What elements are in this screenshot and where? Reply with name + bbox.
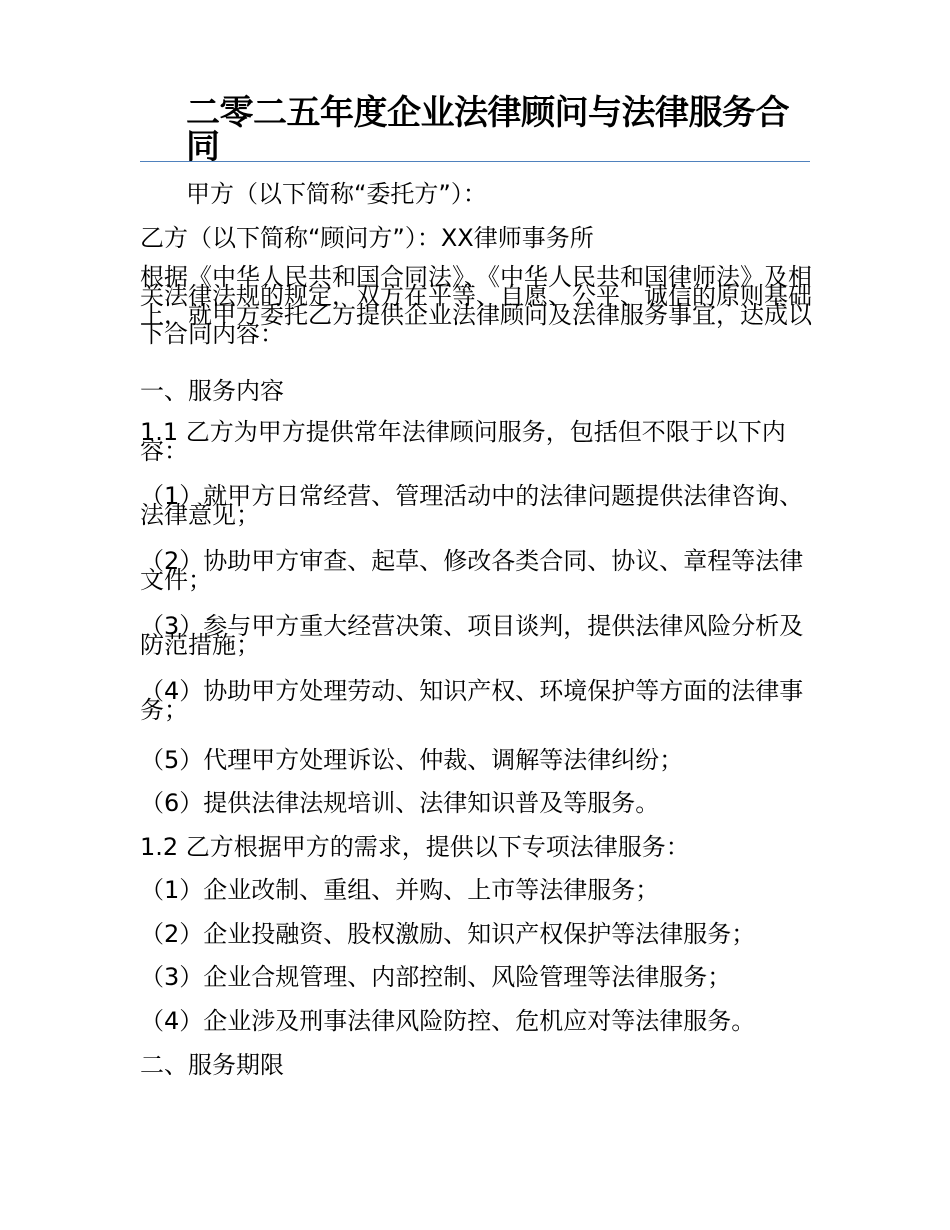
document-title: 二零二五年度企业法律顾问与法律服务合同: [186, 93, 789, 167]
clause-1-1-item: （1）就甲方日常经营、管理活动中的法律问题提供法律咨询、法律意见；: [140, 482, 804, 529]
party-b-line: 乙方（以下简称“顾问方”）：XX律师事务所: [140, 224, 594, 252]
clause-1-1-item: （2）协助甲方审查、起草、修改各类合同、协议、章程等法律文件；: [140, 547, 804, 594]
clause-1-2-item: （3）企业合规管理、内部控制、风险管理等法律服务；: [140, 963, 732, 991]
clause-1-1-item: （4）协助甲方处理劳动、知识产权、环境保护等方面的法律事务；: [140, 677, 804, 724]
preamble-paragraph: 根据《中华人民共和国合同法》、《中华人民共和国律师法》及相关法律法规的规定，双方在平等、自愿、公平、诚信的原则基础上，就甲方委托乙方提供企业法律顾问及法律服务事宜，达成以下合同内容：: [140, 263, 812, 348]
clause-1-2-item: （2）企业投融资、股权激励、知识产权保护等法律服务；: [140, 920, 756, 948]
clause-1-1-item: （3）参与甲方重大经营决策、项目谈判，提供法律风险分析及防范措施；: [140, 612, 804, 659]
party-a-line: 甲方（以下简称“委托方”）：: [186, 180, 487, 208]
clause-1-1: 1.1 乙方为甲方提供常年法律顾问服务，包括但不限于以下内容：: [140, 418, 786, 465]
clause-1-2: 1.2 乙方根据甲方的需求，提供以下专项法律服务：: [140, 833, 690, 861]
clause-1-2-item: （1）企业改制、重组、并购、上市等法律服务；: [140, 876, 660, 904]
title-underline: [140, 161, 810, 162]
clause-1-1-item: （6）提供法律法规培训、法律知识普及等服务。: [140, 789, 660, 817]
section-2-heading: 二、服务期限: [140, 1051, 284, 1079]
section-1-heading: 一、服务内容: [140, 377, 284, 405]
clause-1-2-item: （4）企业涉及刑事法律风险防控、危机应对等法律服务。: [140, 1007, 756, 1035]
clause-1-1-item: （5）代理甲方处理诉讼、仲裁、调解等法律纠纷；: [140, 746, 684, 774]
